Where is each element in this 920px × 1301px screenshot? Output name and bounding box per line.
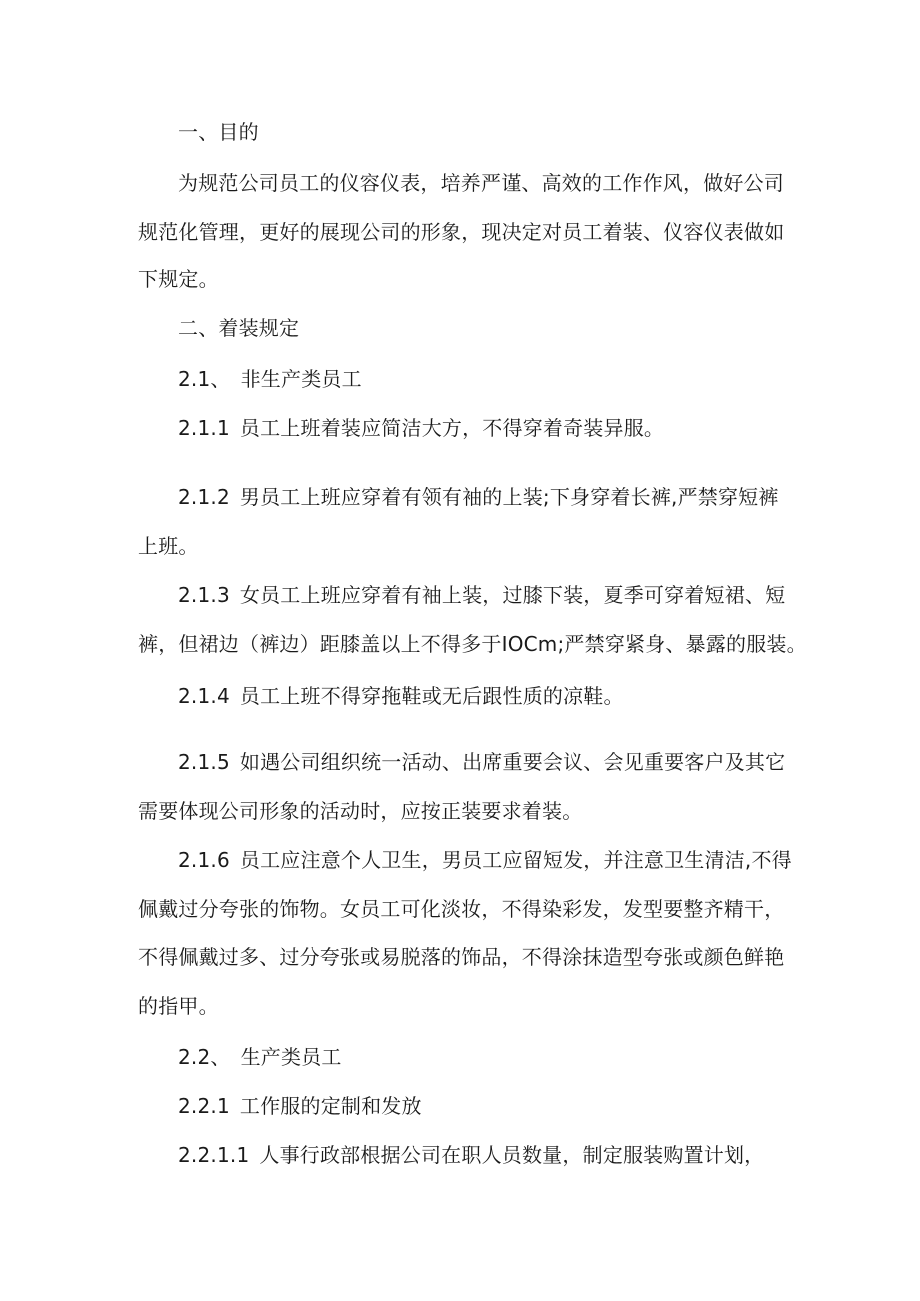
clause-text: 员工上班着装应简洁大方，不得穿着奇装异服。 — [239, 416, 665, 440]
clause-continuation: 上班。 — [138, 534, 199, 558]
clause-continuation: 裤，但裙边（裤边）距膝盖以上不得多于IOCm;严禁穿紧身、暴露的服装。 — [138, 632, 807, 656]
section-heading-purpose: 一、目的 — [178, 120, 259, 144]
clause-text: 工作服的定制和发放 — [239, 1094, 422, 1118]
section-heading-dress-code: 二、着装规定 — [178, 316, 300, 340]
clause-number: 2.1、 — [178, 367, 231, 391]
clause-number: 2.2.1.1 — [178, 1143, 250, 1167]
clause — [178, 416, 664, 440]
paragraph-line: 下规定。 — [138, 267, 219, 291]
clause — [178, 848, 792, 872]
clause-number: 2.1.2 — [178, 485, 230, 509]
clause-text: 男员工上班应穿着有领有袖的上装;下身穿着长裤,严禁穿短裤 — [239, 485, 779, 509]
clause-text: 女员工上班应穿着有袖上装，过膝下装，夏季可穿着短裙、短 — [239, 583, 786, 607]
clause-text: 非生产类员工 — [240, 367, 362, 391]
clause-text: 员工应注意个人卫生，男员工应留短发，并注意卫生清洁,不得 — [239, 848, 792, 872]
clause-number: 2.2.1 — [178, 1094, 230, 1118]
clause-text: 人事行政部根据公司在职人员数量，制定服装购置计划， — [259, 1143, 765, 1167]
clause-text: 员工上班不得穿拖鞋或无后跟性质的凉鞋。 — [239, 684, 624, 708]
paragraph-line: 为规范公司员工的仪容仪表，培养严谨、高效的工作作风，做好公司 — [178, 171, 784, 195]
clause — [178, 684, 624, 708]
paragraph-line: 规范化管理，更好的展现公司的形象，现决定对员工着装、仪容仪表做如 — [138, 220, 785, 244]
subsection-heading — [178, 367, 362, 391]
clause-text: 生产类员工 — [240, 1045, 342, 1069]
clause-text: 如遇公司组织统一活动、出席重要会议、会见重要客户及其它 — [239, 750, 786, 774]
clause — [178, 1143, 764, 1167]
clause-number: 2.1.5 — [178, 750, 230, 774]
subsection-heading — [178, 1045, 342, 1069]
clause-number: 2.1.6 — [178, 848, 230, 872]
clause-number: 2.1.1 — [178, 416, 230, 440]
clause — [178, 485, 779, 509]
clause-continuation: 的指甲。 — [138, 994, 219, 1018]
clause-number: 2.1.3 — [178, 583, 230, 607]
clause — [178, 750, 785, 774]
clause-continuation: 不得佩戴过多、过分夸张或易脱落的饰品，不得涂抹造型夸张或颜色鲜艳 — [138, 945, 785, 969]
clause-continuation: 佩戴过分夸张的饰物。女员工可化淡妆，不得染彩发，发型要整齐精干， — [138, 897, 785, 921]
clause-continuation: 需要体现公司形象的活动时，应按正装要求着装。 — [138, 799, 583, 823]
clause — [178, 1094, 422, 1118]
clause-number: 2.2、 — [178, 1045, 231, 1069]
clause — [178, 583, 785, 607]
clause-number: 2.1.4 — [178, 684, 230, 708]
